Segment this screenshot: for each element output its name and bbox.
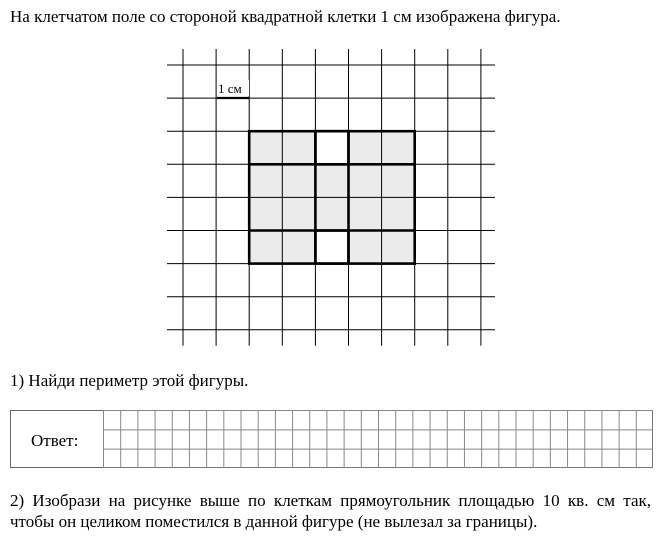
shape-cell (349, 231, 382, 264)
shape-hole (315, 131, 348, 164)
shape-cell (249, 131, 282, 164)
answer-label: Ответ: (31, 431, 79, 450)
shape-cells (249, 131, 415, 263)
shape-cell (382, 164, 415, 197)
shape-cell (249, 231, 282, 264)
shape-cell (249, 164, 282, 197)
question-1: 1) Найди периметр этой фигуры. (10, 371, 249, 390)
shape-cell (249, 197, 282, 230)
shape-cell (382, 197, 415, 230)
shape-cell (282, 131, 315, 164)
answer-input-grid[interactable] (103, 410, 653, 468)
shape-cell (349, 131, 382, 164)
shape-cell (382, 131, 415, 164)
shape-cell (315, 197, 348, 230)
shape-cell (315, 164, 348, 197)
task-intro: На клетчатом поле со стороной квадратной клетки 1 см изображена фигура. (10, 7, 561, 26)
shape-cell (282, 231, 315, 264)
shape-cell (349, 164, 382, 197)
shape-cell (349, 197, 382, 230)
scale-label: 1 см (218, 81, 242, 96)
question-2: 2) Изобрази на рисунке выше по клеткам прямоугольник площадью 10 кв. см так, чтобы он целиком поместился в данной фигуре (не вылезал за границы). (10, 491, 651, 531)
shape-cell (282, 164, 315, 197)
grid-figure (165, 48, 495, 348)
shape-hole (315, 231, 348, 264)
shape-cell (282, 197, 315, 230)
shape-cell (382, 231, 415, 264)
